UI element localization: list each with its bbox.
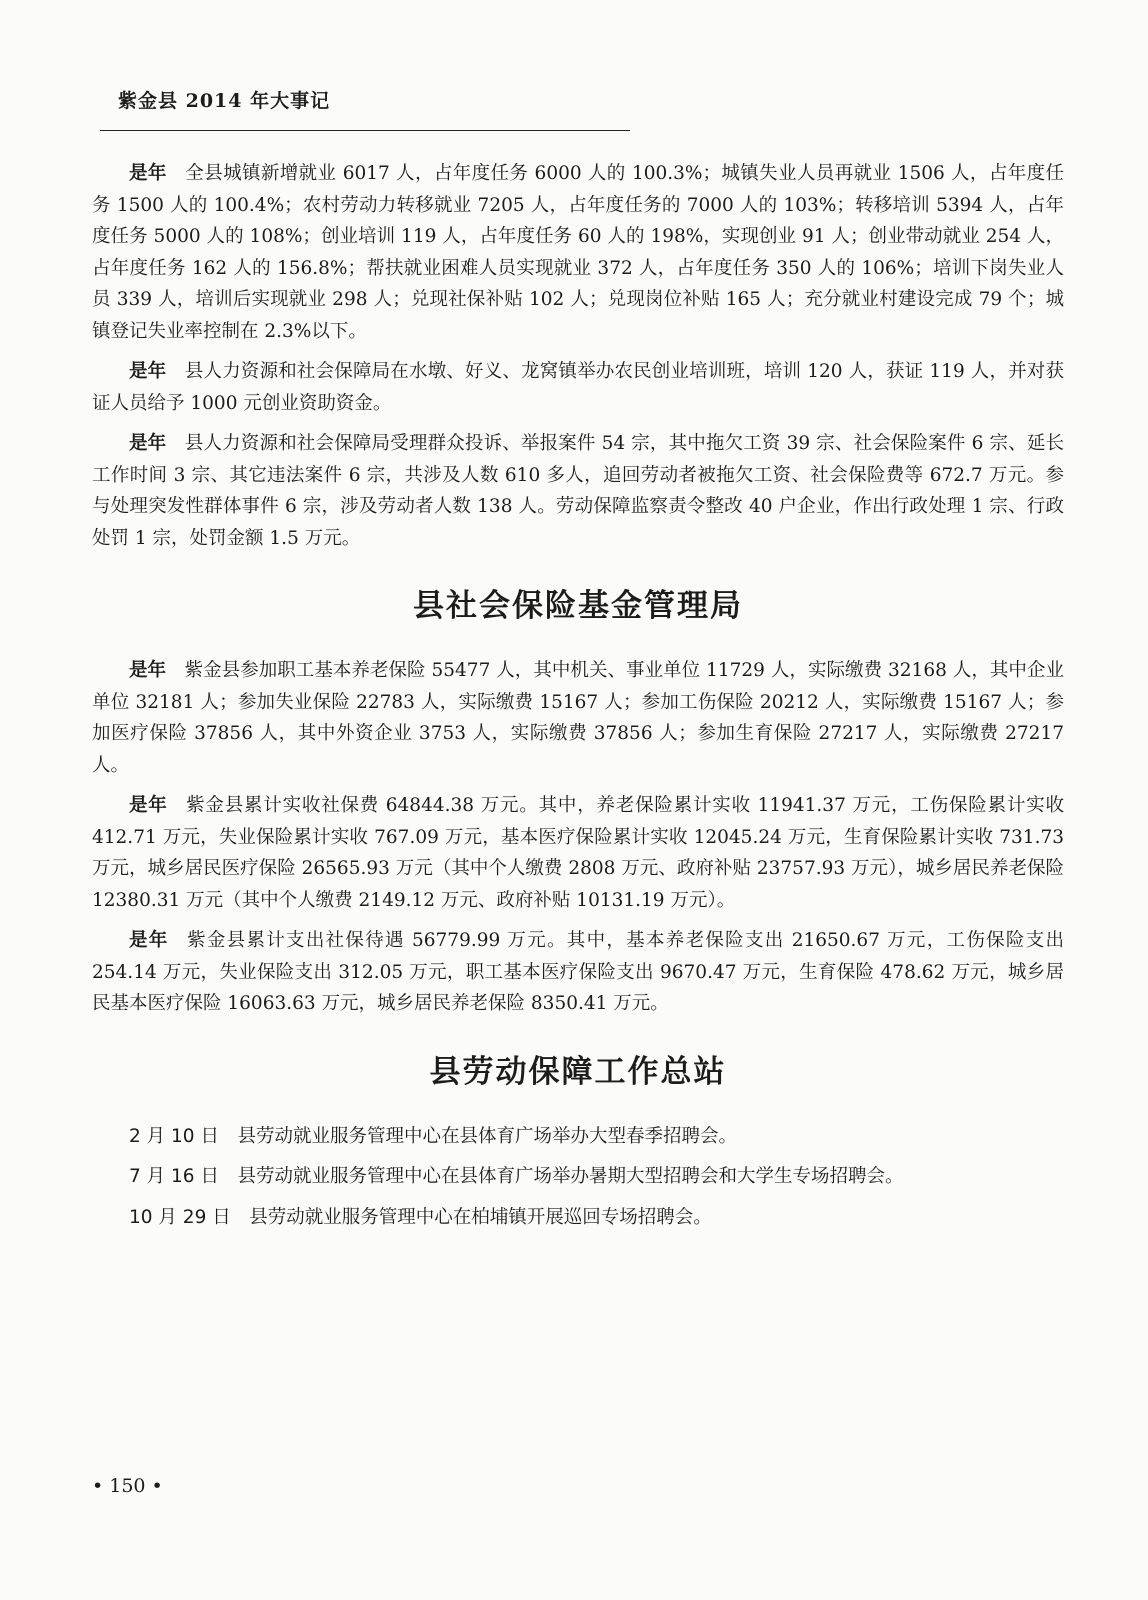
running-header: 紫金县 2014 年大事记 — [118, 90, 331, 112]
paragraph-lead: 是年 — [129, 163, 167, 184]
paragraph-lead: 是年 — [129, 795, 168, 816]
section-labor-station — [92, 1121, 1064, 1234]
paragraph-text: 县人力资源和社会保障局受理群众投诉、举报案件 54 宗，其中拖欠工资 39 宗、社会保险案件 6 宗、延长工作时间 3 宗、其它违法案件 6 宗，共涉及人数 610 多人，追回劳动者被拖欠工资、社会保险费等 672.7 万元。参与处理突发性群体事件 6 宗，涉及劳动者人数 138 人。劳动保障监察责令整改 40 户企业，作出行政处理 1 宗、行政处罚 1 宗，处罚金额 1.5 万元。 — [92, 433, 1064, 549]
entry-date: 7 月 16 日 — [129, 1166, 219, 1187]
paragraph-text: 紫金县累计实收社保费 64844.38 万元。其中，养老保险累计实收 11941.37 万元，工伤保险累计实收 412.71 万元，失业保险累计实收 767.09 万元，基本医疗保险累计实收 12045.24 万元，生育保险累计实收 731.73 万元，城乡居民医疗保险 26565.93 万元（其中个人缴费 2808 万元、政府补贴 23757.93 万元），城乡居民养老保险 12380.31 万元（其中个人缴费 2149.12 万元、政府补贴 10131.19 万元）。 — [92, 795, 1064, 911]
page-number: • 150 • — [92, 1475, 163, 1497]
entry-text: 县劳动就业服务管理中心在柏埔镇开展巡回专场招聘会。 — [249, 1206, 712, 1228]
section-social-insurance — [92, 655, 1064, 1020]
dated-entry — [92, 1202, 1064, 1234]
paragraph — [92, 158, 1064, 347]
paragraph-text: 紫金县参加职工基本养老保险 55477 人，其中机关、事业单位 11729 人，实际缴费 32168 人，其中企业单位 32181 人；参加失业保险 22783 人，实际缴费 15167 人；参加工伤保险 20212 人，实际缴费 15167 人；参加医疗保险 37856 人，其中外资企业 3753 人，实际缴费 37856 人；参加生育保险 27217 人，实际缴费 27217 人。 — [92, 660, 1064, 776]
entry-date: 10 月 29 日 — [129, 1206, 231, 1228]
paragraph — [92, 655, 1064, 781]
paragraph — [92, 925, 1064, 1020]
dated-entry — [92, 1161, 1064, 1193]
paragraph-lead: 是年 — [129, 660, 167, 681]
paragraph — [92, 790, 1064, 916]
paragraph-lead: 是年 — [129, 930, 169, 951]
section-title-social-insurance: 县社会保险基金管理局 — [413, 588, 743, 624]
paragraph — [92, 356, 1064, 419]
header-divider — [100, 130, 630, 131]
paragraph-text: 全县城镇新增就业 6017 人，占年度任务 6000 人的 100.3%；城镇失业人员再就业 1506 人，占年度任务 1500 人的 100.4%；农村劳动力转移就业 7205 人，占年度任务的 7000 人的 103%；转移培训 5394 人，占年度任务 5000 人的 108%；创业培训 119 人，占年度任务 60 人的 198%，实现创业 91 人；创业带动就业 254 人，占年度任务 162 人的 156.8%；帮扶就业困难人员实现就业 372 人，占年度任务 350 人的 106%；培训下岗失业人员 339 人，培训后实现就业 298 人；兑现社保补贴 102 人；兑现岗位补贴 165 人；充分就业村建设完成 79 个；城镇登记失业率控制在 2.3%以下。 — [92, 163, 1064, 342]
entry-text: 县劳动就业服务管理中心在县体育广场举办大型春季招聘会。 — [237, 1125, 737, 1147]
entry-text: 县劳动就业服务管理中心在县体育广场举办暑期大型招聘会和大学生专场招聘会。 — [237, 1166, 904, 1187]
paragraph-lead: 是年 — [129, 433, 167, 454]
section-title-labor-station: 县劳动保障工作总站 — [429, 1053, 727, 1090]
dated-entry — [92, 1121, 1064, 1153]
paragraph-text: 紫金县累计支出社保待遇 56779.99 万元。其中，基本养老保险支出 21650.67 万元，工伤保险支出 254.14 万元，失业保险支出 312.05 万元，职工基本医疗保险支出 9670.47 万元，生育保险 478.62 万元，城乡居民基本医疗保险 16063.63 万元，城乡居民养老保险 8350.41 万元。 — [92, 930, 1064, 1014]
section-employment — [92, 158, 1064, 554]
paragraph-text: 县人力资源和社会保障局在水墩、好义、龙窝镇举办农民创业培训班，培训 120 人，获证 119 人，并对获证人员给予 1000 元创业资助资金。 — [92, 361, 1064, 414]
entry-date: 2 月 10 日 — [129, 1125, 219, 1147]
paragraph — [92, 428, 1064, 554]
page-body — [92, 158, 1064, 1242]
paragraph-lead: 是年 — [129, 361, 167, 382]
